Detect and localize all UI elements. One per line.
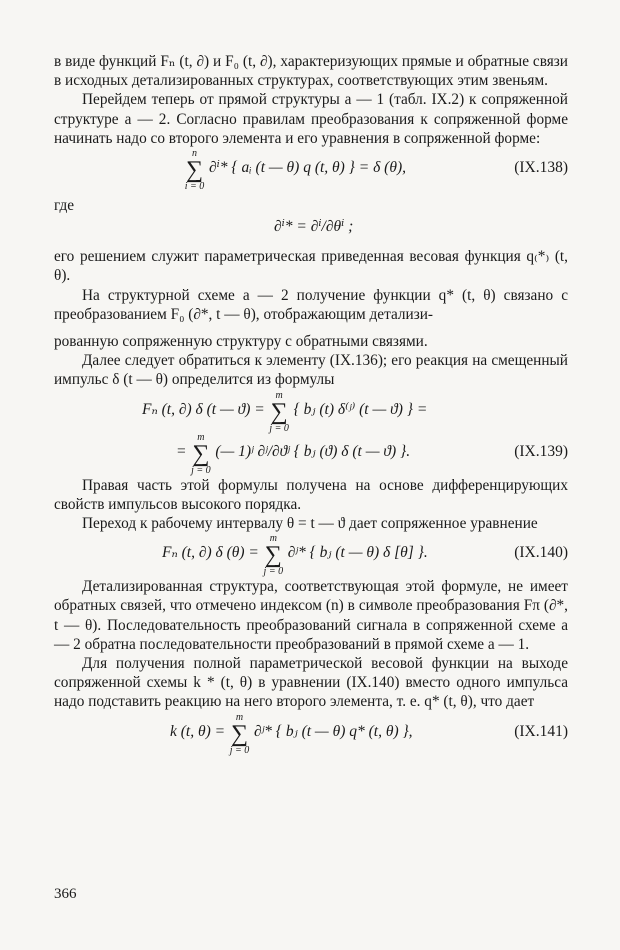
equation-lhs: = [176, 442, 187, 460]
paragraph-9: Для получения полной параметрической весовой функции на выходе сопряженной схемы k * (t, θ) в уравнении (IX.140) вместо одного импульса надо подставить реакцию на него второго элемента, т. е. q* (t, θ), что дает [54, 655, 568, 711]
equation-rhs: ∂ʲ* { bⱼ (t — θ) δ [θ] }. [287, 544, 428, 562]
equation-lhs: k (t, θ) = [170, 722, 226, 740]
page-text [54, 52, 568, 756]
equation-body: ∂ⁱ* { aᵢ (t — θ) q (t, θ) } = δ (θ), [208, 159, 406, 177]
paragraph-2: Перейдем теперь от прямой структуры а — 1 (табл. IX.2) к сопряженной структуре а — 2. Согласно правилам преобразования к сопряженной форме начинать надо со второго элемента и его уравнения в сопряженной форме: [54, 91, 568, 147]
sum-symbol: ∑ m j = 0 [229, 711, 250, 756]
sum-symbol: ∑ m j = 0 [191, 431, 211, 476]
sum-symbol: ∑ m j = 0 [263, 533, 284, 578]
equation-ix139-line2 [54, 431, 568, 476]
equation-label: (IX.140) [514, 544, 568, 562]
equation-lhs: Fₙ (t, ∂) δ (θ) = [162, 544, 259, 562]
equation-label: (IX.138) [514, 159, 568, 177]
equation-rhs: (— 1)ʲ ∂ʲ/∂ϑʲ { bⱼ (ϑ) δ (t — ϑ) }. [215, 442, 411, 460]
paragraph-1: в виде функций Fₙ (t, ∂) и F₀ (t, ∂), характеризующих прямые и обратные связи в исходных детализированных структурах, соответствующих этим звеньям. [54, 53, 568, 90]
paragraph-6: Правая часть этой формулы получена на основе дифференцирующих свойств импульсов высокого порядка. [54, 476, 568, 513]
equation-ix140 [54, 533, 568, 578]
sum-symbol: ∑ n i = 0 [184, 148, 205, 193]
equation-ix141 [54, 711, 568, 756]
equation-lhs: Fₙ (t, ∂) δ (t — ϑ) = [142, 400, 265, 418]
equation-label: (IX.141) [514, 722, 568, 740]
equation-rhs: ∂ʲ* { bⱼ (t — θ) q* (t, θ) }, [253, 722, 413, 740]
equation-ix138 [54, 148, 568, 193]
paragraph-3: его решением служит параметрическая приведенная весовая функция q₍*₎ (t, θ). [54, 248, 568, 285]
word-gde: где [54, 197, 75, 215]
paragraph-5: Далее следует обратиться к элементу (IX.136); его реакция на смещенный импульс δ (t — θ) определится из формулы [54, 352, 568, 389]
paragraph-7: Переход к рабочему интервалу θ = t — ϑ дает сопряженное уравнение [82, 515, 538, 533]
equation-body: ∂ⁱ* = ∂ⁱ/∂θⁱ ; [274, 218, 354, 236]
paragraph-4b: рованную сопряженную структуру с обратными связями. [54, 333, 428, 351]
equation-rhs: { bⱼ (t) δ⁽ʲ⁾ (t — ϑ) } = [293, 400, 428, 418]
equation-ix139-line1 [54, 389, 568, 434]
sum-symbol: ∑ m j = 0 [269, 389, 289, 434]
page-number: 366 [54, 886, 77, 902]
paragraph-8: Детализированная структура, соответствующая этой формуле, не имеет обратных связей, что отмечено индексом (n) в символе преобразования Fπ (∂*, t — θ). Последовательность преобразований сигнала в сопряженной схеме а — 2 обратна последовательности преобразований в прямой схеме а — 1. [54, 578, 568, 653]
paragraph-4a: На структурной схеме а — 2 получение функции q* (t, θ) связано с преобразованием F₀ (∂*, t — θ), отображающим детализи- [54, 286, 568, 323]
equation-label: (IX.139) [514, 442, 568, 460]
equation-definition [54, 217, 568, 245]
